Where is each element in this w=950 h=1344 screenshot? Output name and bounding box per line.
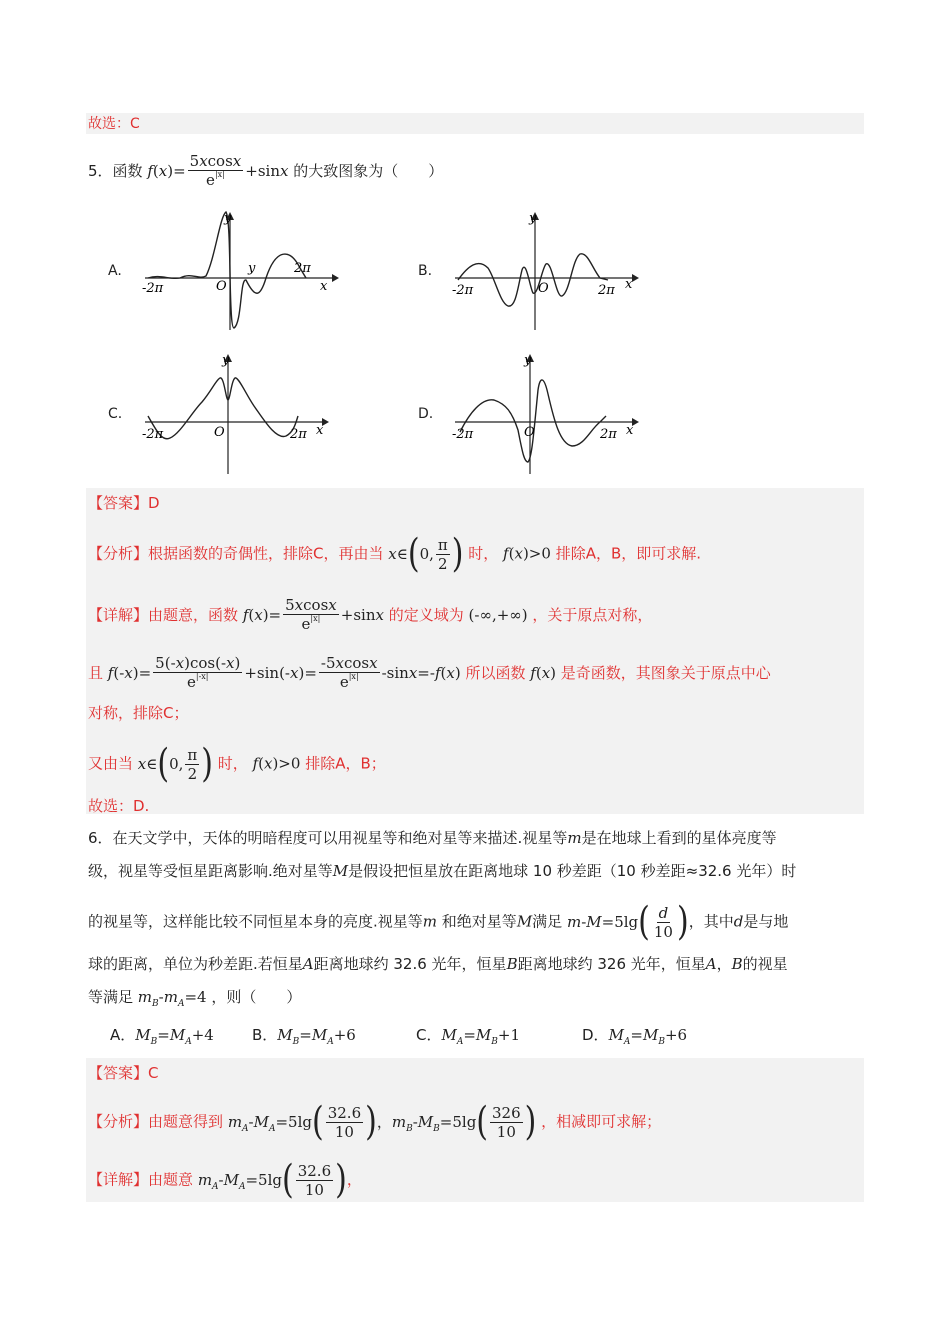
q6-line-5: 等满足 $m_B-m_A=4$ ，则（ ） [88, 988, 302, 1009]
q6-option-d: D．$M_A=M_B+6$ [582, 1026, 688, 1047]
q5-option-d-label: D. [418, 406, 434, 422]
q5-answer: 【答案】D [88, 494, 160, 512]
graph-c [140, 350, 340, 476]
q5-option-b-label: B. [418, 263, 433, 279]
graph-a-y-label: y [248, 261, 256, 276]
graph-a-right-tick: 2π [294, 261, 311, 276]
q6-line-4: 球的距离，单位为秒差距.若恒星A距离地球约 32.6 光年，恒星B距离地球约 326 光年，恒星A，B的视星 [88, 955, 788, 973]
top-answer-block [86, 113, 864, 134]
q6-line-2: 级，视星等受恒星距离影响.绝对星等M是假设把恒星放在距离地球 10 秒差距（10 秒差距≈32.6 光年）时 [88, 862, 797, 880]
q6-detail: 【详解】由题意 $m_A-M_A=5\lg$( $\frac{32.6}{10}$ )， [88, 1157, 362, 1203]
q5-final: 故选：D. [88, 797, 150, 815]
q6-answer: 【答案】C [88, 1064, 159, 1082]
q5-detail-4: 又由当 x∈(0, $\frac{\pi}{2}$ ) 时， f(x)>0 排除A，B； [88, 741, 386, 787]
graph-b-x: x [625, 277, 633, 292]
q6-analysis: 【分析】由题意得到 $m_A-M_A=5\lg$( $\frac{32.6}{10}$ )，$m_B-M_B=5\lg$( $\frac{326}{10}$ ) ，相减即可求解； [88, 1099, 662, 1145]
graph-b [450, 208, 650, 334]
graph-c-x: x [316, 423, 324, 438]
graph-d-left-tick: -2π [452, 427, 474, 442]
top-answer: 故选：C [88, 116, 140, 132]
q5-detail-1: 【详解】由题意，函数 f(x)= $\frac{5xcosx}{e^{|x|}}$ +sinx 的定义域为 (-∞,+∞) ，关于原点对称， [88, 596, 653, 633]
graph-a [140, 208, 340, 334]
q6-line-3: 的视星等，这样能比较不同恒星本身的亮度.视星等m 和绝对星等M满足 m-M=5lg( $\frac{d}{10}$ )，其中d是与地 [88, 899, 789, 945]
q5-option-a-label: A. [108, 263, 122, 279]
graph-c-y: y [222, 353, 230, 368]
graph-c-left-tick: -2π [142, 427, 164, 442]
graph-c-right-tick: 2π [290, 427, 307, 442]
q5-detail-2: 且 f(-x)= $\frac{5(-x)\cos(-x)}{e^{|-x|}}$ +sin(-x)= $\frac{-5xcosx}{e^{|x|}}$ -sinx=-f(x) 所以函数 f(x) 是奇函数，其图象关于原点中心 [88, 654, 771, 691]
graph-d [450, 350, 650, 476]
graph-b-origin: O [538, 281, 549, 296]
q5-analysis: 【分析】根据函数的奇偶性，排除C，再由当 x∈(0, $\frac{\pi}{2}$ ) 时， f(x)>0 排除A，B，即可求解. [88, 531, 702, 577]
graph-c-origin: O [214, 425, 225, 440]
graph-d-origin: O [524, 425, 535, 440]
q5-option-c-label: C. [108, 406, 123, 422]
graph-d-right-tick: 2π [600, 427, 617, 442]
graph-b-right-tick: 2π [598, 283, 615, 298]
graph-a-x: x [320, 279, 328, 294]
graph-a-y: y [224, 211, 232, 226]
q5-detail-3: 对称，排除C； [88, 704, 189, 722]
q6-option-c: C．$M_A=M_B+1$ [416, 1026, 521, 1047]
graph-d-y: y [524, 353, 532, 368]
q6-line-1: 6．在天文学中，天体的明暗程度可以用视星等和绝对星等来描述.视星等m是在地球上看到的星体亮度等 [88, 829, 777, 847]
graph-b-y: y [529, 211, 537, 226]
q5-stem: 5．函数 f(x)= $\frac{5xcosx}{e^{|x|}}$ +sinx 的大致图象为（ ） [88, 152, 444, 189]
graph-d-x: x [626, 423, 634, 438]
q6-option-b: B．$M_B=M_A+6$ [252, 1026, 356, 1047]
q6-option-a: A．$M_B=M_A+4$ [110, 1026, 214, 1047]
graph-a-left-tick: -2π [142, 281, 164, 296]
graph-b-left-tick: -2π [452, 283, 474, 298]
graph-a-origin: O [216, 279, 227, 294]
